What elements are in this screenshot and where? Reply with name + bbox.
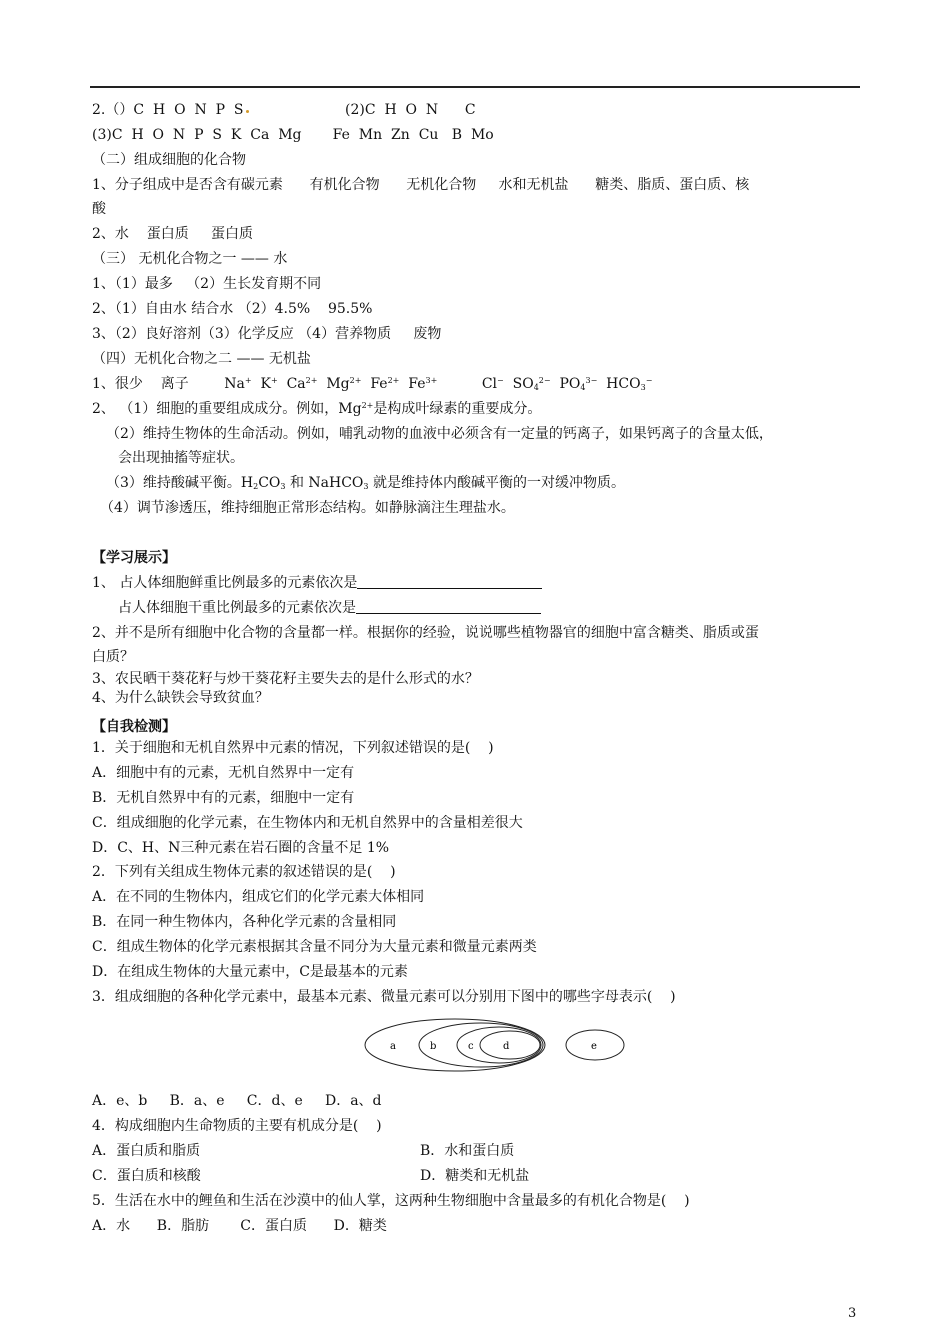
section-heading: （三） 无机化合物之一 —— 水 — [92, 251, 288, 267]
option: D．在组成生物体的大量元素中，C是最基本的元素 — [92, 964, 408, 980]
ellipse-d — [480, 1031, 540, 1059]
ellipse-b — [419, 1023, 543, 1067]
label-d: d — [503, 1041, 510, 1052]
option: B．在同一种生物体内，各种化学元素的含量相同 — [92, 914, 397, 930]
option: D．糖类和无机盐 — [420, 1168, 530, 1184]
label-e: e — [591, 1041, 597, 1052]
question: 3．组成细胞的各种化学元素中，最基本元素、微量元素可以分别用下图中的哪些字母表示( ) — [92, 989, 676, 1005]
answer-line: 1、分子组成中是否含有碳元素 有机化合物 无机化合物 水和无机盐 糖类、脂质、蛋白质、核 — [92, 177, 750, 193]
answer-line: 酸 — [92, 201, 106, 217]
options-row: A．水 B．脂肪 C．蛋白质 D．糖类 — [92, 1218, 387, 1234]
option: A．细胞中有的元素，无机自然界中一定有 — [92, 765, 355, 781]
option: A．在不同的生物体内，组成它们的化学元素大体相同 — [92, 889, 425, 905]
question: 4．构成细胞内生命物质的主要有机成分是( ) — [92, 1118, 382, 1134]
section-heading-show: 【学习展示】 — [92, 550, 176, 566]
page-number: 3 — [848, 1306, 857, 1321]
section-heading-check: 【自我检测】 — [92, 719, 176, 735]
question: 4、为什么缺铁会导致贫血？ — [92, 690, 269, 706]
question: 1、 占人体细胞鲜重比例最多的元素依次是 — [92, 574, 542, 592]
label-a: a — [390, 1041, 396, 1052]
answer-line: 1、（1）最多 （2）生长发育期不同 — [92, 276, 322, 292]
answer-line: 2、水 蛋白质 蛋白质 — [92, 226, 253, 242]
answer-line: 2、（1）自由水 结合水 （2）4.5% 95.5% — [92, 301, 373, 317]
question: 2、并不是所有细胞中化合物的含量都一样。根据你的经验，说说哪些植物器官的细胞中富含糖类、脂质或蛋 — [92, 625, 759, 641]
option: C．组成生物体的化学元素根据其含量不同分为大量元素和微量元素两类 — [92, 939, 537, 955]
answer-line: （3）维持酸碱平衡。$H_2CO_3$ 和 NaHCO$_3$ 就是维持体内酸碱平衡的一对缓冲物质。 — [106, 475, 625, 491]
label-b: b — [430, 1041, 437, 1052]
answer-line: (3)C H O N P S K Ca Mg Fe Mn Zn Cu B Mo — [92, 127, 494, 143]
options-row: A．e、b B．a、e C．d、e D．a、d — [92, 1093, 382, 1109]
question: 占人体细胞干重比例最多的元素依次是 — [118, 599, 541, 617]
option: C．组成细胞的化学元素，在生物体内和无机自然界中的含量相差很大 — [92, 815, 523, 831]
question: 2．下列有关组成生物体元素的叙述错误的是( ) — [92, 864, 396, 880]
question: 1．关于细胞和无机自然界中元素的情况，下列叙述错误的是( ) — [92, 740, 494, 756]
question: 5．生活在水中的鲤鱼和生活在沙漠中的仙人掌，这两种生物细胞中含量最多的有机化合物是( ) — [92, 1193, 690, 1209]
answer-line: （4）调节渗透压，维持细胞正常形态结构。如静脉滴注生理盐水。 — [100, 500, 515, 516]
answer-line: （2）维持生物体的生命活动。例如，哺乳动物的血液中必须含有一定量的钙离子，如果钙离子的含量太低， — [106, 426, 773, 442]
answer-blank[interactable] — [357, 574, 542, 589]
answer-blank[interactable] — [356, 599, 541, 614]
answer-line: 2、 （1）细胞的重要组成成分。例如，$Mg^{2+}$是构成叶绿素的重要成分。 — [92, 401, 542, 417]
option: B．无机自然界中有的元素，细胞中一定有 — [92, 790, 355, 806]
venn-diagram — [360, 1016, 630, 1076]
option: C．蛋白质和核酸 — [92, 1168, 201, 1184]
section-heading: （四）无机化合物之二 —— 无机盐 — [92, 351, 311, 367]
question: 3、农民晒干葵花籽与炒干葵花籽主要失去的是什么形式的水？ — [92, 671, 479, 687]
answer-line: (2)C H O N C — [345, 102, 476, 118]
answer-line: 1、很少 离子 Na+ K+ $Ca^{2+}$ $Mg^{2+}$ $Fe^{2+}$ $Fe^{3+}$ Cl− $SO_4^{2-}$ $PO_4^{3-}$ $HCO_3^-$ — [92, 376, 653, 392]
section-heading: （二）组成细胞的化合物 — [92, 152, 246, 168]
answer-line: 3、（2）良好溶剂（3）化学反应 （4）营养物质 废物 — [92, 326, 442, 342]
answer-line: 2.（）C H O N P S — [92, 101, 249, 119]
label-c: c — [468, 1041, 474, 1052]
question: 白质？ — [92, 649, 134, 665]
answer-line: 会出现抽搐等症状。 — [118, 450, 244, 466]
header-rule — [90, 86, 860, 88]
option: B．水和蛋白质 — [420, 1143, 515, 1159]
option: A．蛋白质和脂质 — [92, 1143, 201, 1159]
option: D．C、H、N三种元素在岩石圈的含量不足 1% — [92, 840, 390, 856]
